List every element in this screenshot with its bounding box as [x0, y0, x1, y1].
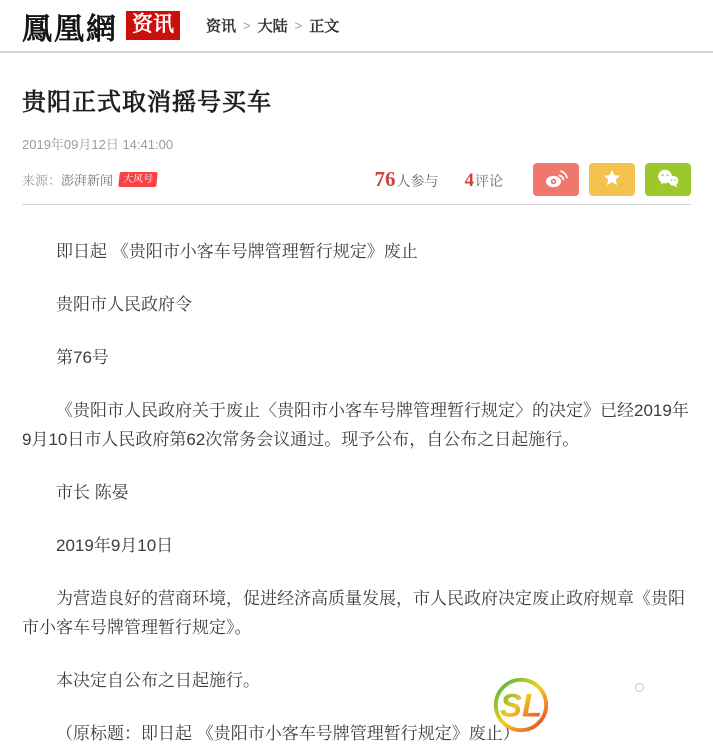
site-header	[0, 0, 713, 53]
source-label: 来源：	[22, 173, 62, 188]
weibo-icon	[543, 167, 569, 192]
article-paragraph: 本决定自公布之日起施行。	[56, 671, 260, 690]
source-line	[22, 170, 157, 189]
dot-watermark	[635, 683, 644, 692]
svg-text:SL: SL	[500, 686, 542, 724]
participants-count: 76	[374, 167, 396, 191]
article-meta-row	[22, 163, 691, 205]
breadcrumb-separator: >	[294, 18, 303, 33]
article-paragraph: 贵阳市人民政府令	[56, 295, 192, 314]
dafeng-badge[interactable]: 大风号	[118, 172, 158, 187]
article-paragraph: 市长 陈晏	[56, 483, 129, 502]
comments-label: 评论	[475, 173, 503, 189]
breadcrumb-item-mainland[interactable]: 大陆	[257, 18, 288, 35]
site-logo[interactable]	[22, 4, 180, 48]
site-logo-text: 鳳凰網	[22, 12, 118, 46]
comments-count: 4	[464, 170, 474, 191]
article-body	[0, 237, 713, 748]
share-bar	[533, 163, 691, 196]
publish-datetime: 2019年09月12日 14:41:00	[22, 137, 174, 152]
comments-stat[interactable]	[465, 170, 504, 192]
article-paragraph: 第76号	[56, 348, 109, 367]
participants-label: 人参与	[396, 173, 439, 189]
participants-stat	[375, 167, 439, 192]
wechat-icon	[655, 167, 681, 192]
star-icon	[601, 167, 623, 192]
article-header	[0, 82, 713, 205]
article-paragraph: 为营造良好的营商环境，促进经济高质量发展，市人民政府决定废止政府规章《贵阳市小客车号牌管理暂行规定》。	[22, 589, 685, 637]
page-title: 贵阳正式取消摇号买车	[22, 89, 272, 116]
breadcrumb	[206, 15, 339, 36]
article-paragraph: 《贵阳市人民政府关于废止〈贵阳市小客车号牌管理暂行规定〉的决定》已经2019年9月10日市人民政府第62次常务会议通过。现予公布，自公布之日起施行。	[22, 401, 689, 449]
share-weibo-button[interactable]	[533, 163, 579, 196]
share-wechat-button[interactable]	[645, 163, 691, 196]
engagement-stats	[375, 167, 504, 192]
breadcrumb-item-news[interactable]: 资讯	[206, 18, 237, 35]
site-logo-channel-badge: 资讯	[126, 11, 180, 40]
article-paragraph: （原标题：即日起 《贵阳市小客车号牌管理暂行规定》废止）	[56, 724, 520, 743]
article-paragraph: 即日起 《贵阳市小客车号牌管理暂行规定》废止	[56, 242, 418, 261]
source-link[interactable]: 澎湃新闻	[61, 173, 114, 188]
breadcrumb-separator: >	[243, 18, 251, 33]
breadcrumb-item-current: 正文	[309, 18, 340, 35]
share-favorite-button[interactable]	[589, 163, 635, 196]
article-paragraph: 2019年9月10日	[56, 536, 174, 555]
